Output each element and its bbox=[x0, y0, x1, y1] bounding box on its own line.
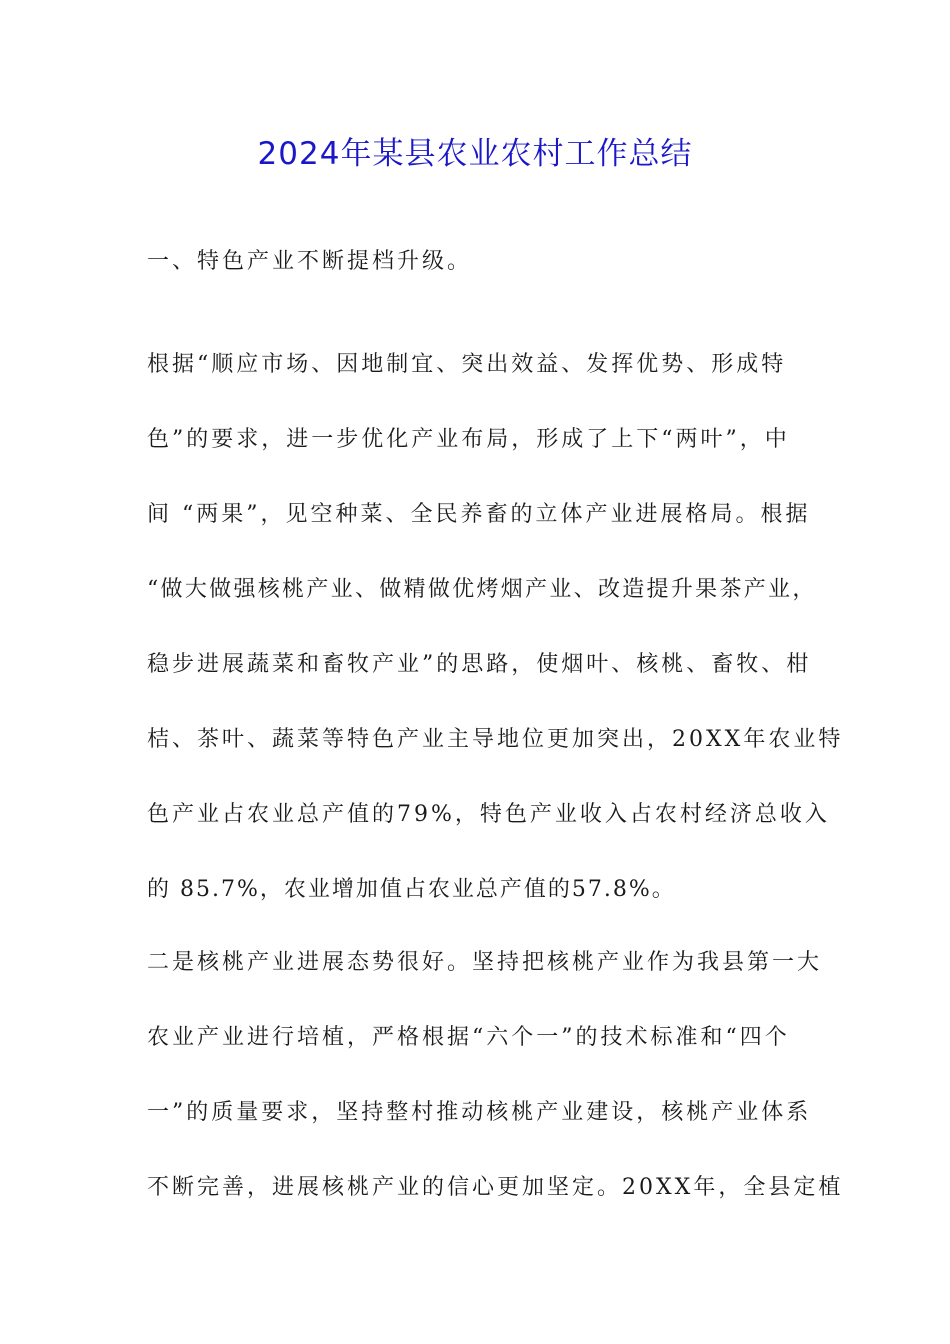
paragraph-line: 稳步进展蔬菜和畜牧产业”的思路，使烟叶、核桃、畜牧、柑 bbox=[147, 652, 812, 677]
paragraph-line: 不断完善，进展核桃产业的信心更加坚定。20XX年，全县定植 bbox=[147, 1175, 844, 1200]
paragraph-line: 桔、茶叶、蔬菜等特色产业主导地位更加突出，20XX年农业特 bbox=[147, 727, 844, 752]
paragraph-line: “做大做强核桃产业、做精做优烤烟产业、改造提升果茶产业， bbox=[147, 577, 817, 602]
paragraph-line: 色”的要求，进一步优化产业布局，形成了上下“两叶”，中 bbox=[147, 427, 790, 452]
paragraph-line: 二是核桃产业进展态势很好。坚持把核桃产业作为我县第一大 bbox=[147, 950, 823, 975]
paragraph-line: 一”的质量要求，坚持整村推动核桃产业建设，核桃产业体系 bbox=[147, 1100, 812, 1125]
paragraph-line: 间 “两果”，见空种菜、全民养畜的立体产业进展格局。根据 bbox=[147, 502, 811, 527]
paragraph-line: 一、特色产业不断提档升级。 bbox=[147, 249, 473, 274]
paragraph-line: 色产业占农业总产值的79%，特色产业收入占农村经济总收入 bbox=[147, 802, 830, 827]
paragraph-line: 农业产业进行培植，严格根据“六个一”的技术标准和“四个 bbox=[147, 1025, 790, 1050]
paragraph-line: 根据“顺应市场、因地制宜、突出效益、发挥优势、形成特 bbox=[147, 352, 787, 377]
paragraph-line: 的 85.7%，农业增加值占农业总产值的57.8%。 bbox=[147, 877, 676, 902]
document-title: 2024年某县农业农村工作总结 bbox=[257, 136, 693, 172]
